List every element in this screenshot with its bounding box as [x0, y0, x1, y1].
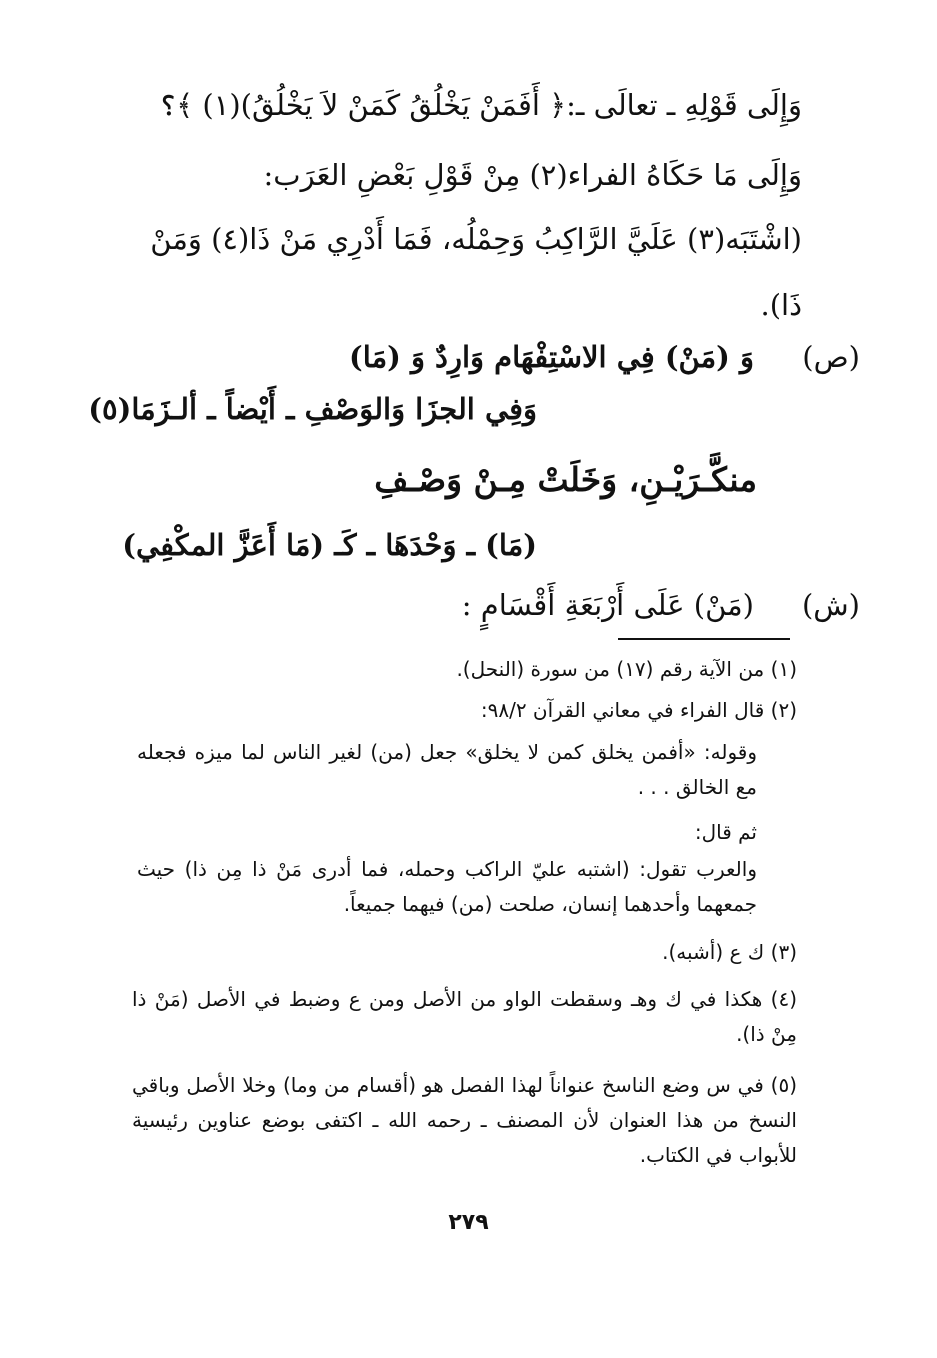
footnote-2-quote-2: والعرب تقول: (اشتبه عليّ الراكب وحمله، فما أدرى مَنْ ذا مِن ذا) حيث جمعهما وأحدهما إنسان، صلحت (من) فيهما جميعاً.: [137, 857, 757, 916]
main-line-1: وَإِلَى قَوْلِهِ ـ تعالَى ـ:﴿ أَفَمَنْ يَخْلُقُ كَمَنْ لاَ يَخْلُقُ)(١) ﴾؟: [159, 88, 802, 122]
main-line-4: ذَا).: [760, 288, 802, 322]
footnote-2-quote-1: وقوله: «أفمن يخلق كمن لا يخلق» جعل (من) لغير الناس لما ميزه فجعله مع الخالق . . .: [137, 740, 757, 799]
footnote-2-then-said: ثم قال:: [694, 820, 757, 844]
verse-line-3: منكَّـرَيْـنِ، وَخَلَتْ مِـنْ وَصْـفِ: [374, 460, 757, 499]
commentary-marker: (ش): [801, 588, 860, 622]
page-number: ٢٧٩: [448, 1210, 489, 1235]
footnote-5: (٥) في س وضع الناسخ عنواناً لهذا الفصل هو (أقسام من وما) وخلا الأصل وباقي النسخ من هذا العنوان لأن المصنف ـ رحمه الله ـ اكتفى بوضع عناوين رئيسية للأبواب في الكتاب.: [132, 1073, 797, 1167]
verse-marker: (ص): [802, 340, 860, 374]
verse-line-1: وَ (مَنْ) فِي الاسْتِفْهَام وَارِدٌ وَ (مَا): [349, 340, 754, 374]
main-line-3: (اشْتَبَه(٣) عَلَيَّ الرَّاكِبُ وَحِمْلُه، فَمَا أَدْرِي مَنْ ذَا(٤) وَمَنْ: [150, 222, 802, 256]
footnote-3: (٣) ك ع (أشبه).: [662, 940, 797, 964]
main-line-2: وَإِلَى مَا حَكَاهُ الفراء(٢) مِنْ قَوْلِ بَعْضِ العَرَب:: [263, 158, 802, 192]
footnote-separator: [618, 638, 790, 640]
footnote-4: (٤) هكذا في ك وهـ وسقطت الواو من الأصل ومن ع وضبط في الأصل (مَنْ ذا مِنْ ذا).: [132, 987, 797, 1046]
footnote-2-heading: (٢) قال الفراء في معاني القرآن ٩٨/٢:: [480, 698, 797, 722]
commentary-line-1: (مَنْ) عَلَى أَرْبَعَةِ أَقْسَامٍ :: [461, 588, 754, 622]
verse-line-2: وَفِي الجزَا وَالوَصْفِ ـ أَيْضاً ـ ألـزَمَا(٥): [88, 392, 537, 426]
footnote-1: (١) من الآية رقم (١٧) من سورة (النحل).: [456, 657, 797, 681]
verse-line-4: (مَا) ـ وَحْدَهَا ـ كَـ (مَا أَعَزَّ المكْفِي): [122, 528, 537, 562]
